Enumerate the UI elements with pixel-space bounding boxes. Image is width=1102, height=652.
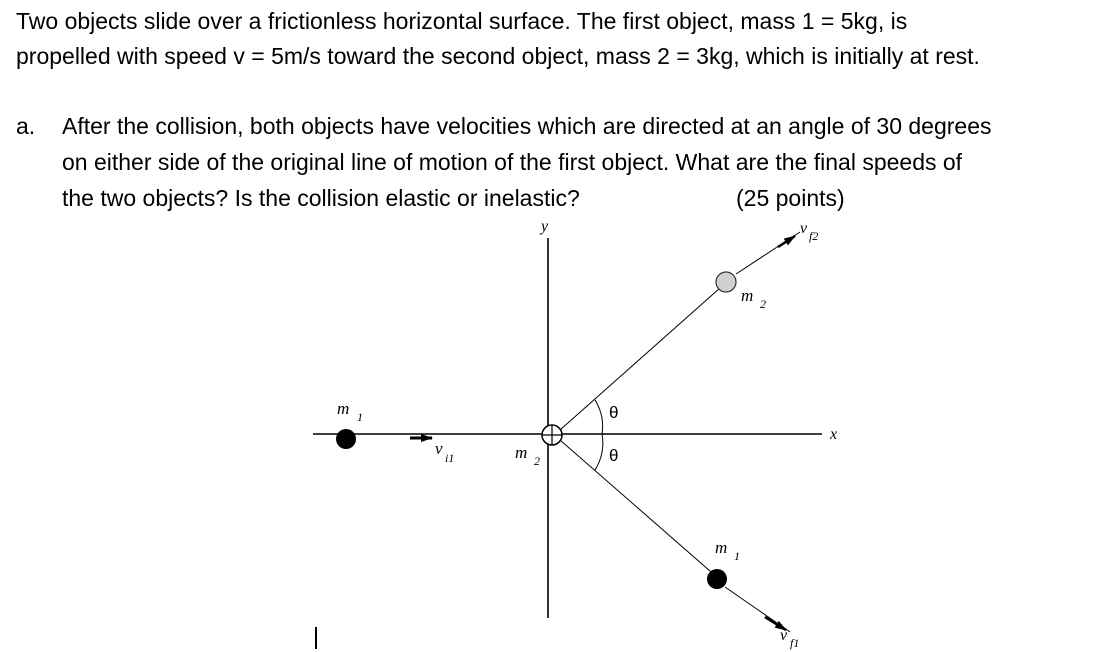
svg-text:f2: f2 bbox=[809, 229, 819, 243]
theta-lower-label: θ bbox=[609, 446, 619, 465]
question-line-3: the two objects? Is the collision elastic or inelastic? bbox=[62, 185, 580, 211]
question-line-2: on either side of the original line of motion of the first object. What are the final speeds of bbox=[62, 149, 963, 175]
svg-text:v: v bbox=[780, 627, 788, 644]
x-axis-label: x bbox=[830, 426, 838, 443]
points-label: (25 points) bbox=[736, 185, 845, 211]
m1-final-label bbox=[715, 538, 740, 563]
m2-initial-label bbox=[515, 443, 540, 468]
theta-lower-arc bbox=[595, 434, 603, 470]
svg-text:m: m bbox=[337, 399, 350, 418]
v-f1-label bbox=[780, 627, 799, 650]
part-marker: a. bbox=[16, 113, 36, 139]
svg-text:i1: i1 bbox=[445, 451, 455, 465]
theta-upper-label: θ bbox=[609, 403, 619, 422]
intro-line-2: propelled with speed v = 5m/s toward the second object, mass 2 = 3kg, which is initially at rest. bbox=[16, 43, 980, 69]
svg-text:2: 2 bbox=[534, 454, 540, 468]
svg-text:v: v bbox=[800, 220, 808, 237]
m1-final-trajectory bbox=[560, 440, 718, 578]
v-f2-label bbox=[800, 220, 818, 243]
svg-text:1: 1 bbox=[734, 549, 740, 563]
m1-final-ball bbox=[707, 569, 727, 589]
svg-text:v: v bbox=[435, 439, 443, 458]
svg-text:m: m bbox=[715, 538, 728, 557]
m1-initial-ball bbox=[336, 429, 356, 449]
text-cursor[interactable] bbox=[315, 627, 317, 649]
m2-final-trajectory bbox=[560, 288, 720, 430]
svg-text:2: 2 bbox=[760, 297, 766, 311]
svg-text:f1: f1 bbox=[790, 636, 800, 650]
question-line-1: After the collision, both objects have velocities which are directed at an angle of 30 degrees bbox=[62, 113, 992, 139]
svg-text:m: m bbox=[515, 443, 528, 462]
m1-initial-label bbox=[337, 399, 363, 424]
y-axis-label: y bbox=[541, 218, 549, 235]
intro-line-1: Two objects slide over a frictionless horizontal surface. The first object, mass 1 = 5kg, is bbox=[16, 8, 908, 34]
theta-upper-arc bbox=[595, 400, 603, 434]
m2-final-ball bbox=[716, 272, 736, 292]
v-f2-arrow bbox=[778, 236, 795, 247]
v-i1-label bbox=[435, 439, 454, 465]
svg-text:m: m bbox=[741, 286, 754, 305]
m2-final-label bbox=[741, 286, 766, 311]
svg-text:1: 1 bbox=[357, 410, 363, 424]
